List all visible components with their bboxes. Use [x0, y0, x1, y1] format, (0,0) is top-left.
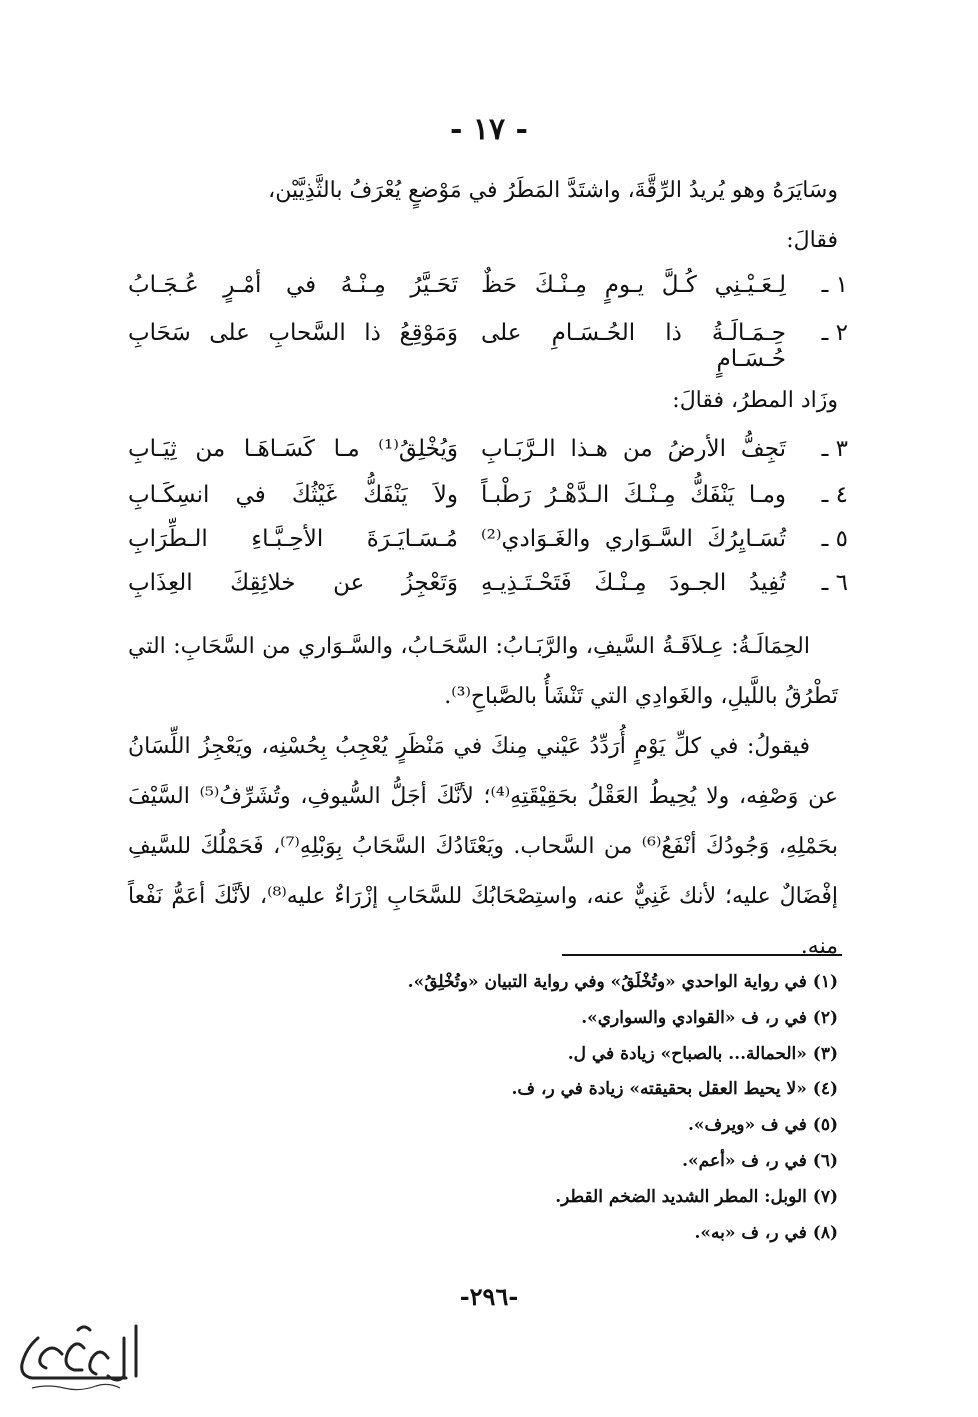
intro-line: وسَايَرَهُ وهو يُريدُ الرِّقَّةَ، واشتَدَّ المَطَرُ في مَوْضعٍ يُعْرَفُ بالثَّذِيَّيْن،	[268, 178, 838, 203]
interlude-line: وزَاد المطرُ، فقالَ:	[672, 388, 838, 413]
page-number-footer: -٢٩٦-	[459, 1282, 519, 1311]
footnote: (١) في رواية الواحدي «وتُخْلَقُ» وفي رواية التبيان «وتُخْلِقُ».	[407, 972, 838, 992]
verse-line	[128, 570, 848, 618]
footnote: (٧) الوبل: المطر الشديد الضخم القطر.	[555, 1186, 838, 1207]
verse-second-hemistich: مُـسَـايَـرَةَ الأحِـبَّـاءِ الـطِّرَابِ	[128, 526, 458, 552]
verse-line	[128, 272, 848, 320]
verse-number: ١ ـ	[821, 272, 848, 298]
verse-line	[128, 320, 848, 372]
footnote-divider	[562, 954, 842, 956]
footnote: (٨) في ر، ف «به».	[694, 1222, 838, 1243]
verse-number: ٥ ـ	[821, 526, 848, 552]
verse-first-hemistich: لِـعَـيْـنِي كُـلَّ يـومٍ مِـنْـكَ حَظٌ	[481, 272, 786, 298]
verse-first-hemistich: تُسَـايِرُكَ السَّـوَاري والغَـوَادي⁽²⁾	[481, 526, 786, 552]
verse-number: ٢ ـ	[821, 320, 848, 346]
footnotes	[300, 965, 838, 1251]
verse-number: ٣ ـ	[821, 436, 848, 462]
verse-second-hemistich: وَيُخْلِقُ⁽¹⁾ مـا كَسَـاهَـا من ثِيَـابِ	[128, 436, 458, 462]
commentary-paragraph: فيقولُ: في كلِّ يَوْمٍ أُرَدِّدُ عَيْني مِنكَ في مَنْظَرٍ يُعْجِبُ بِحُسْنِه، ويَعْجِزُ اللِّسَانُ عن وَصْفِه، ولا يُحِيطُ العَقْلُ بحَقِيْقَتِهِ⁽⁴⁾؛ لأنَّكَ أجَلُّ السُّيوفِ، وتُشَرِّفُ⁽⁵⁾ السَّيْفَ بحَمْلِهِ، وَجُودُكَ أنْفَعُ⁽⁶⁾ من السَّحاب. ويَعْتَادُكَ السَّحَابُ بِوَبْلِهِ⁽⁷⁾، فَحَمْلُكَ للسَّيفِ إفْضَالٌ عليه؛ لأنك غَنِيٌّ عنه، واستِصْحَابُكَ للسَّحَابِ إزْرَاءٌ عليه⁽⁸⁾، لأنَّكَ أعَمُّ نَفْعاً منه.	[128, 734, 839, 959]
verse-line	[128, 482, 848, 530]
verse-first-hemistich: ومـا يَنْفَكُّ مِـنْـكَ الـدَّهْـرُ رَطْبـاً	[481, 482, 786, 508]
page-number-header: - ١٧ -	[449, 112, 529, 147]
verse-line	[128, 526, 848, 574]
footnote: (٥) في ف «ويرف».	[687, 1115, 838, 1136]
footnote: (٦) في ر، ف «أعم».	[682, 1150, 838, 1171]
verse-number: ٦ ـ	[821, 570, 848, 596]
verse-first-hemistich: تُفِيدُ الجـودَ مِـنْـكَ فَتَحْـتَـذِيـهِ	[481, 570, 786, 596]
footnote: (٢) في ر، ف «القوادي والسواري».	[581, 1007, 838, 1028]
footnote: (٣) «الحمالة... بالصباح» زيادة في ل.	[567, 1043, 838, 1064]
verse-second-hemistich: ولاَ يَنْفَكُّ غَيْثُكَ في انسِكَـابِ	[128, 482, 458, 508]
footnote: (٤) «لا يحيط العقل بحقيقته» زيادة في ر، ف.	[511, 1079, 838, 1100]
verse-second-hemistich: وَتَعْجِزُ عن خلائِقِكَ العِذَابِ	[128, 570, 458, 596]
intro-speech-cue: فقالَ:	[786, 228, 838, 253]
verse-number: ٤ ـ	[821, 482, 848, 508]
verse-line	[128, 436, 848, 484]
verse-second-hemistich: تَحَـيَّرُ مِـنْـهُ في أمْـرٍ عُـجَـابُ	[128, 272, 458, 298]
verse-first-hemistich: حِـمَـالَـةُ ذا الحُـسَـامِ على حُـسَـامٍ	[481, 320, 786, 372]
calligraphy-logo	[8, 1318, 148, 1398]
intro-paragraph	[128, 166, 838, 266]
verse-first-hemistich: تَجِفُّ الأرضُ من هـذا الـرَّبَـابِ	[481, 436, 786, 462]
gloss-paragraph: الحِمَالَـةُ: عِـلاَقَـةُ السَّيفِ، والرَّبَـابُ: السَّحَـابُ، والسَّـوَاري من السَّحَابِ: التي تَطْرُقُ باللَّيلِ، والغَوادِي التي تَنْشَأُ بالصَّباحِ⁽³⁾.	[128, 634, 838, 709]
verse-second-hemistich: وَمَوْقِعُ ذا السَّحابِ على سَحَابِ	[128, 320, 458, 346]
